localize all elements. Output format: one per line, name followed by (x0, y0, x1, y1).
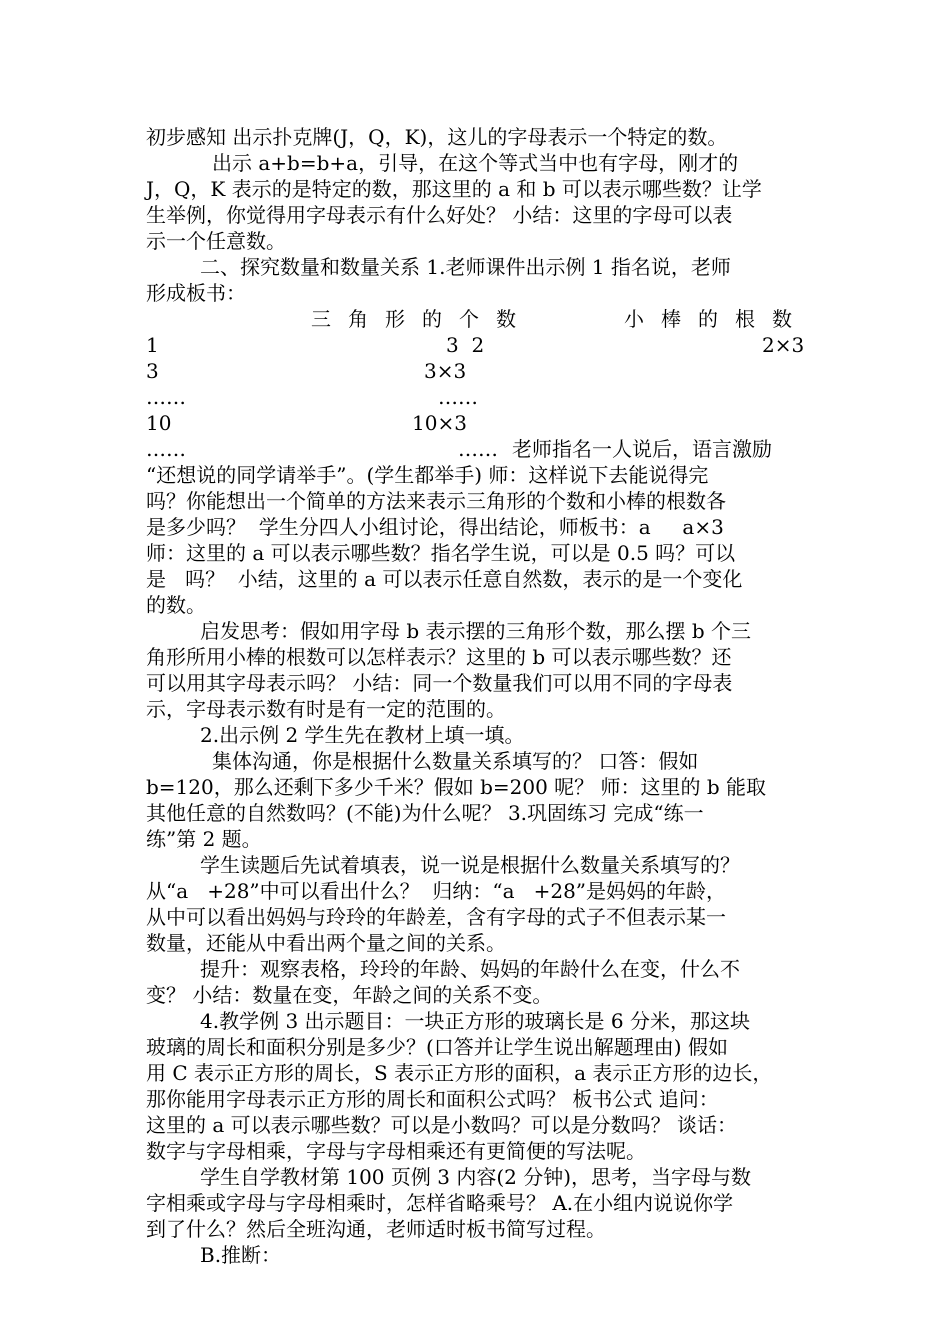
table-cell: 3 (146, 359, 159, 383)
text-line: 提升：观察表格，玲玲的年龄、妈妈的年龄什么在变，什么不 (200, 957, 740, 981)
text-line: 是多少吗？ 学生分四人小组讨论，得出结论，师板书：a a×3 (146, 515, 724, 539)
table-cell: …… (146, 385, 186, 409)
text-line: 到了什么？然后全班沟通，老师适时板书简写过程。 (146, 1217, 606, 1241)
text-line: 出示 a+b=b+a，引导，在这个等式当中也有字母，刚才的 (212, 151, 739, 175)
text-line: 的数。 (146, 593, 206, 617)
text-line: 示一个任意数。 (146, 229, 286, 253)
text-line: B.推断： (200, 1243, 282, 1267)
table-header-triangles: 三角形的个数 (311, 307, 533, 331)
text-line: 师：这里的 a 可以表示哪些数？指名学生说，可以是 0.5 吗？可以 (146, 541, 736, 565)
table-cell: …… (458, 437, 498, 461)
table-cell: …… (146, 437, 186, 461)
text-line: 集体沟通，你是根据什么数量关系填写的？ 口答：假如 (212, 749, 699, 773)
text-line: 示，字母表示数有时是有一定的范围的。 (146, 697, 506, 721)
table-cell: 3 2 (446, 333, 485, 357)
text-line: 用 C 表示正方形的周长，S 表示正方形的面积，a 表示正方形的边长， (146, 1061, 773, 1085)
text-line: 是 吗？ 小结，这里的 a 可以表示任意自然数，表示的是一个变化 (146, 567, 743, 591)
text-line: 2.出示例 2 学生先在教材上填一填。 (200, 723, 525, 747)
text-line: 角形所用小棒的根数可以怎样表示？这里的 b 可以表示哪些数？还 (146, 645, 732, 669)
text-line: 二、探究数量和数量关系 1.老师课件出示例 1 指名说，老师 (200, 255, 731, 279)
text-line: 从“a +28”中可以看出什么？ 归纳：“a +28”是妈妈的年龄， (146, 879, 727, 903)
text-line: 初步感知 出示扑克牌(J，Q，K)，这儿的字母表示一个特定的数。 (146, 125, 728, 149)
text-line: 这里的 a 可以表示哪些数？可以是小数吗？可以是分数吗？ 谈话： (146, 1113, 737, 1137)
text-line: 数字与字母相乘，字母与字母相乘还有更简便的写法呢。 (146, 1139, 646, 1163)
text-line: 数量，还能从中看出两个量之间的关系。 (146, 931, 506, 955)
text-line: 形成板书： (146, 281, 246, 305)
text-line: J，Q，K 表示的是特定的数，那这里的 a 和 b 可以表示哪些数？让学 (146, 177, 762, 201)
text-line: 可以用其字母表示吗？ 小结：同一个数量我们可以用不同的字母表 (146, 671, 733, 695)
table-cell: 1 (146, 333, 159, 357)
text-line: b=120，那么还剩下多少千米？假如 b=200 呢？ 师：这里的 b 能取 (146, 775, 767, 799)
text-line: 变？ 小结：数量在变，年龄之间的关系不变。 (146, 983, 553, 1007)
text-line: “还想说的同学请举手”。(学生都举手) 师：这样说下去能说得完 (146, 463, 709, 487)
text-line: 练”第 2 题。 (146, 827, 262, 851)
text-line: 那你能用字母表示正方形的周长和面积公式吗？ 板书公式 追问： (146, 1087, 719, 1111)
table-cell: 3×3 (424, 359, 467, 383)
table-header-sticks: 小棒的根数 (624, 307, 809, 331)
table-cell: 10×3 (412, 411, 467, 435)
table-cell: 10 (146, 411, 172, 435)
text-line: 启发思考：假如用字母 b 表示摆的三角形个数，那么摆 b 个三 (200, 619, 752, 643)
text-line: 生举例，你觉得用字母表示有什么好处？ 小结：这里的字母可以表 (146, 203, 733, 227)
text-line: 4.教学例 3 出示题目：一块正方形的玻璃长是 6 分米，那这块 (200, 1009, 750, 1033)
text-line: 从中可以看出妈妈与玲玲的年龄差，含有字母的式子不但表示某一 (146, 905, 726, 929)
text-line: 学生自学教材第 100 页例 3 内容(2 分钟)，思考，当字母与数 (200, 1165, 752, 1189)
text-line: 玻璃的周长和面积分别是多少？(口答并让学生说出解题理由) 假如 (146, 1035, 728, 1059)
table-cell: …… (438, 385, 478, 409)
table-cell: 2×3 (762, 333, 805, 357)
text-line: 吗？你能想出一个简单的方法来表示三角形的个数和小棒的根数各 (146, 489, 726, 513)
text-line: 学生读题后先试着填表，说一说是根据什么数量关系填写的？ (200, 853, 740, 877)
text-line: 其他任意的自然数吗？(不能)为什么呢？ 3.巩固练习 完成“练一 (146, 801, 704, 825)
text-line: 字相乘或字母与字母相乘时，怎样省略乘号？ A.在小组内说说你学 (146, 1191, 734, 1215)
text-line: 老师指名一人说后，语言激励 (512, 437, 772, 461)
